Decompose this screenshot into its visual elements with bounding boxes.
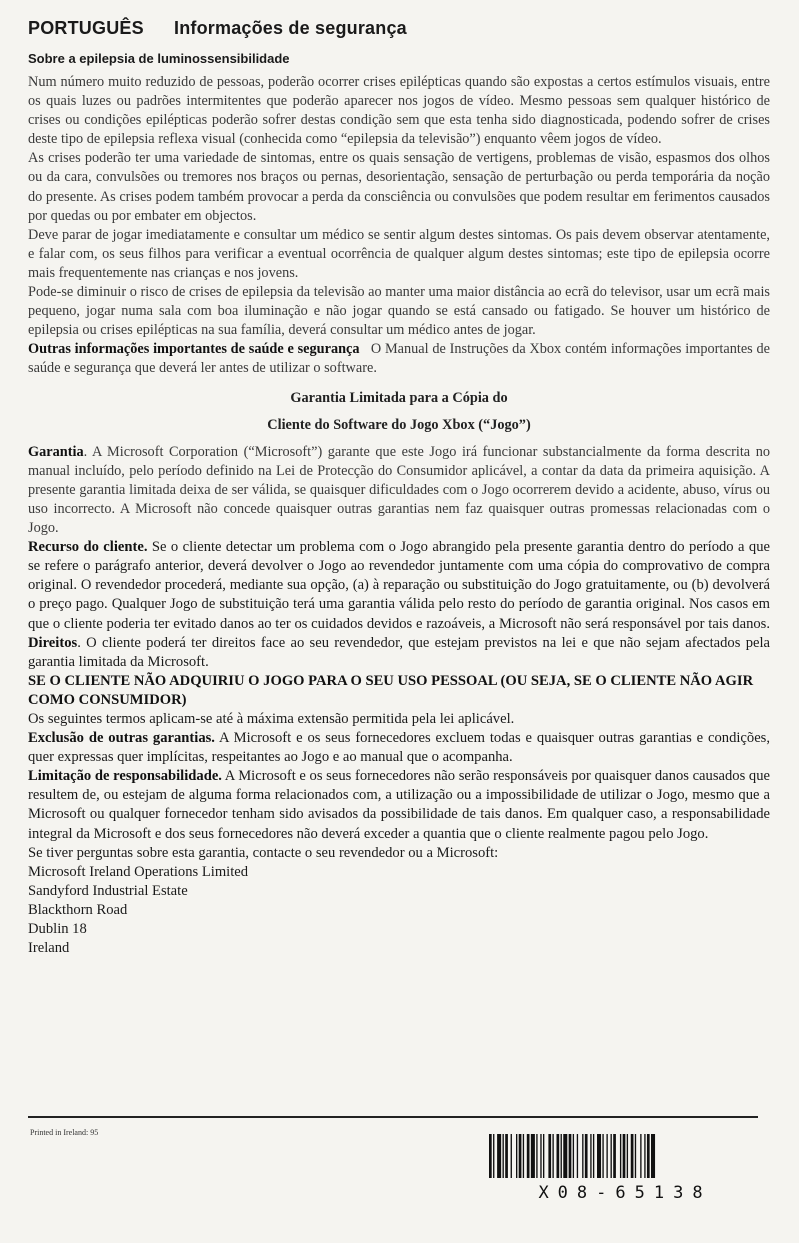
- address-line-5: Ireland: [28, 940, 70, 957]
- barcode-bar: [503, 1134, 504, 1178]
- address-line-4: Dublin 18: [28, 921, 87, 938]
- epilepsy-heading: Sobre a epilepsia de luminossensibilidade: [28, 51, 290, 66]
- exclusion-text: A Microsoft e os seus fornecedores excluem todas e quaisquer outras garantias e condições, quer expressas quer implícitas, respeitantes ao Jogo e ao manual que o acompanha.: [28, 730, 770, 766]
- warranty-title-line-2: Cliente do Software do Jogo Xbox (“Jogo”): [267, 416, 531, 433]
- remedy-heading: Recurso do cliente.: [28, 539, 148, 556]
- address-line-1: Microsoft Ireland Operations Limited: [28, 863, 249, 880]
- limitation-paragraph: [28, 767, 770, 843]
- barcode-bar: [505, 1134, 508, 1178]
- barcode-bar: [602, 1134, 603, 1178]
- barcode-bar: [620, 1134, 621, 1178]
- contact-text: Se tiver perguntas sobre esta garantia, contacte o seu revendedor ou a Microsoft:: [28, 844, 499, 861]
- warranty-text: . A Microsoft Corporation (“Microsoft”) garante que este Jogo irá funcionar substancialmente da forma descrita no manual incluído, pelo período definido na Lei de Protecção do Consumidor aplicável, a contar da data da primeira aquisição. A presente garantia limitada deixa de ser válida, se quaisquer dificuldades com o Jogo ocorrerem devido a acidente, abuso, vírus ou uso incorrecto. A Microsoft não concede quaisquer outras garantias nem faz quaisquer outras promessas relacionadas com o Jogo.: [28, 443, 770, 537]
- remedy-text: Se o cliente detectar um problema com o Jogo abrangido pela presente garantia dentro do período a que se refere o parágrafo anterior, deverá devolver o Jogo ao revendedor juntamente com uma cópia do comprovativo de compra original. O revendedor procederá, mediante sua opção, (a) à reparação ou substituição do Jogo gratuitamente, ou (b) devolverá o preço pago. Qualquer Jogo de substituição terá uma garantia válida pelo resto do período de garantia original. Nos casos em que o cliente poderia ter evitado danos ao ter os cuidados devidos e razoáveis, a Microsoft não será responsável por tais danos.: [28, 539, 770, 632]
- barcode-bar: [497, 1134, 501, 1178]
- barcode-bar: [531, 1134, 535, 1178]
- barcode-bar: [489, 1134, 492, 1178]
- body-text: [28, 73, 770, 958]
- barcode-bar: [563, 1134, 567, 1178]
- barcode-bar: [573, 1134, 574, 1178]
- barcode-bar: [523, 1134, 524, 1178]
- barcode-bar: [552, 1134, 553, 1178]
- address-line-2: Sandyford Industrial Estate: [28, 882, 188, 899]
- barcode-bar: [585, 1134, 588, 1178]
- language-label: PORTUGUÊS: [28, 18, 144, 38]
- address-line-3: Blackthorn Road: [28, 901, 128, 918]
- barcode-bar: [640, 1134, 641, 1178]
- barcode-number: X08-65138: [538, 1183, 712, 1203]
- other-info-paragraph: [28, 340, 770, 378]
- barcode-bar: [635, 1134, 636, 1178]
- barcode-bar: [577, 1134, 578, 1178]
- epilepsy-paragraph-2: As crises poderão ter uma variedade de sintomas, entre os quais sensação de vertigens, problemas de visão, espasmos dos olhos ou da cara, convulsões ou tremores nos braços ou pernas, desorientação, sensação de perturbação ou perda temporária da noção do presente. As crises podem também provocar a perda da consciência ou convulsões que podem resultar em ferimentos causados por quedas ou por embater em objectos.: [28, 150, 770, 224]
- barcode-bar: [540, 1134, 541, 1178]
- barcode-bar: [543, 1134, 544, 1178]
- limitation-text: A Microsoft e os seus fornecedores não serão responsáveis por quaisquer danos causados que resultem de, ou estejam de alguma forma relacionados com, a utilização ou a impossibilidade de utilizar o Jogo, mesmo que a Microsoft ou qualquer fornecedor tenham sido avisados da possibilidade de tais danos. Em qualquer caso, a responsabilidade integral da Microsoft e dos seus fornecedores não deverá exceder a quantia que o cliente realmente pagou pelo Jogo.: [28, 768, 770, 842]
- terms-apply-text: Os seguintes termos aplicam-se até à máxima extensão permitida pela lei aplicável.: [28, 711, 515, 727]
- limitation-heading: Limitação de responsabilidade.: [28, 768, 222, 785]
- barcode-bar: [557, 1134, 560, 1178]
- barcode-bar: [593, 1134, 594, 1178]
- barcode-bar: [493, 1134, 494, 1178]
- barcode-bar: [627, 1134, 628, 1178]
- non-consumer-heading: SE O CLIENTE NÃO ADQUIRIU O JOGO PARA O SEU USO PESSOAL (OU SEJA, SE O CLIENTE NÃO AGIR COMO CONSUMIDOR): [28, 672, 754, 708]
- barcode-icon: [487, 1134, 763, 1178]
- barcode-bar: [651, 1134, 655, 1178]
- page-header: [28, 18, 768, 39]
- barcode-bar: [569, 1134, 572, 1178]
- rights-text: . O cliente poderá ter direitos face ao seu revendedor, que estejam previstos na lei e que não sejam afectados pela garantia limitada da Microsoft.: [28, 634, 770, 670]
- barcode-bar: [606, 1134, 607, 1178]
- exclusion-heading: Exclusão de outras garantias.: [28, 730, 215, 747]
- barcode-bar: [647, 1134, 650, 1178]
- remedy-paragraph: [28, 538, 770, 672]
- barcode-bar: [536, 1134, 537, 1178]
- barcode-bar: [582, 1134, 583, 1178]
- page-title: Informações de segurança: [174, 18, 407, 38]
- barcode-bar: [623, 1134, 626, 1178]
- barcode-bar: [511, 1134, 512, 1178]
- warranty-heading: Garantia: [28, 443, 84, 460]
- barcode-bar: [516, 1134, 517, 1178]
- barcode-bar: [590, 1134, 591, 1178]
- exclusion-paragraph: [28, 729, 770, 767]
- barcode-bar: [519, 1134, 522, 1178]
- rights-heading: Direitos: [28, 634, 78, 651]
- epilepsy-paragraph-1: Num número muito reduzido de pessoas, poderão ocorrer crises epilépticas quando são expostas a certos estímulos visuais, entre os quais luzes ou padrões intermitentes que poderão aparecer nos jogos de vídeo. Mesmo pessoas sem qualquer histórico de crises ou condições epilépticas poderão sofrer destas condição sem que esta tenha sido diagnosticada, podendo sofrer de crises deste tipo de epilepsia reflexa visual (conhecida como “epilepsia da televisão”) enquanto vêem jogos de vídeo.: [28, 74, 770, 148]
- epilepsy-paragraph-4: Pode-se diminuir o risco de crises de epilepsia da televisão ao manter uma maior distância ao ecrã do televisor, usar um ecrã mais pequeno, jogar numa sala com boa iluminação e não jogar quando se está cansado ou fatigado. Se houver um histórico de epilepsia ou crises epilépticas na sua família, deverá consultar um médico antes de jogar.: [28, 284, 770, 339]
- printed-in-label: Printed in Ireland: 95: [30, 1128, 99, 1137]
- barcode-bar: [613, 1134, 616, 1178]
- warranty-title-line-1: Garantia Limitada para a Cópia do: [290, 389, 508, 406]
- barcode-bar: [631, 1134, 634, 1178]
- warranty-paragraph: [28, 443, 770, 538]
- other-info-text: O Manual de Instruções da Xbox contém informações importantes de saúde e segurança que deverá ler antes de utilizar o software.: [28, 341, 771, 377]
- other-info-heading: Outras informações importantes de saúde e segurança: [28, 341, 360, 358]
- barcode-bar: [597, 1134, 601, 1178]
- barcode-bar: [548, 1134, 551, 1178]
- footer-divider: [28, 1116, 758, 1118]
- barcode-bar: [644, 1134, 645, 1178]
- barcode-bar: [527, 1134, 530, 1178]
- barcode-bar: [561, 1134, 562, 1178]
- epilepsy-paragraph-3: Deve parar de jogar imediatamente e consultar um médico se sentir algum destes sintomas. Os pais devem observar atentamente, e falar com, os seus filhos para verificar a eventual ocorrência de qualquer algum destes sintomas; este tipo de epilepsia ocorre mais frequentemente nas crianças e nos jovens.: [28, 226, 770, 281]
- barcode-bar: [611, 1134, 612, 1178]
